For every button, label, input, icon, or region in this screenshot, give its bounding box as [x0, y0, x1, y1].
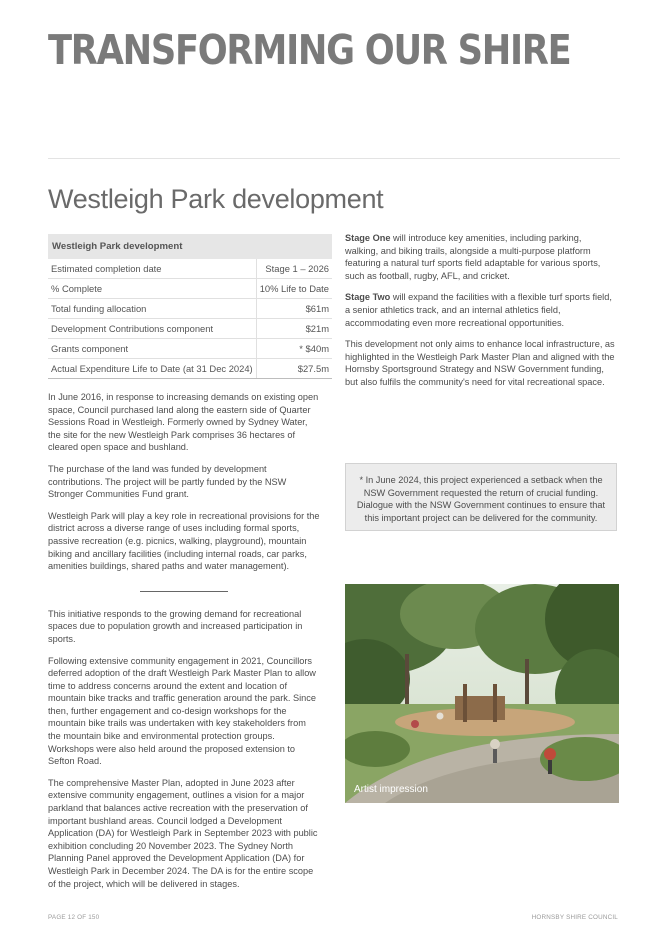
body-paragraph: Following extensive community engagement in 2021, Councillors deferred adoption of the draft Westleigh Park Master Plan to allow time to address concerns around the extent and location of mountain bike tracks and traffic generation around the park. Since then, further engagement and co-design workshops for the mountain bike trails was undertaken with key stakeholders from the mountain bike and environmental protection groups. Workshops were also held around the proposed extension to Sefton Road. [48, 655, 316, 767]
funding-note-text: * In June 2024, this project experienced a setback when the NSW Government requested the return of crucial funding. Dialogue with the NSW Government continues to ensure that this important project can be delivered for the community. [356, 475, 606, 523]
section-title: Westleigh Park development [48, 184, 384, 214]
stage-two-paragraph [345, 291, 617, 329]
row-value: 10% Life to Date [256, 279, 332, 299]
row-label: % Complete [48, 279, 256, 299]
body-paragraph: This development not only aims to enhance local infrastructure, as highlighted in the Westleigh Park Master Plan and aligned with the Hornsby Sportsground Strategy and NSW Government funding, but also fulfils the community's need for vital recreational space. [345, 339, 615, 387]
park-illustration [345, 584, 619, 803]
row-value: $61m [256, 299, 332, 319]
artist-impression-image [345, 584, 619, 803]
table-row [48, 279, 332, 299]
body-paragraph: Westleigh Park will play a key role in recreational provisions for the district across a diverse range of uses including formal sports, passive recreation (e.g. picnics, walking, playground), mountain biking and ancillary facilities (including internal roads, car parks, amenities buildings, shared paths and water management). [48, 510, 320, 572]
footer-organisation: HORNSBY SHIRE COUNCIL [531, 914, 618, 921]
funding-note-box [345, 463, 617, 531]
body-paragraph: In June 2016, in response to increasing demands on existing open space, Council purchased land along the eastern side of Quarter Sessions Road in Westleigh. Formerly owned by Sydney Water, the site for the new Westleigh Park comprises 36 hectares of cleared open space and bushland. [48, 392, 319, 453]
row-value: $21m [256, 319, 332, 339]
row-label: Total funding allocation [48, 299, 256, 319]
row-label: Estimated completion date [48, 259, 256, 279]
stage-two-label: Stage Two [345, 292, 391, 303]
row-label: Grants component [48, 339, 256, 359]
row-value: * $40m [256, 339, 332, 359]
stage-two-text: will expand the facilities with a flexible turf sports field, a senior athletics track, and an internal athletics field, accommodating even more recreational opportunities. [345, 292, 612, 328]
table-row [48, 259, 332, 279]
table-row [48, 359, 332, 379]
header-divider [48, 158, 620, 159]
row-value: Stage 1 – 2026 [256, 259, 332, 279]
row-label: Development Contributions component [48, 319, 256, 339]
table-row [48, 299, 332, 319]
stage-one-paragraph [345, 232, 617, 282]
section-divider [140, 591, 228, 592]
table-row [48, 339, 332, 359]
footer-page-number: PAGE 12 OF 150 [48, 914, 100, 921]
body-paragraph: The purchase of the land was funded by development contributions. The project will be partly funded by the NSW Stronger Communities Fund grant. [48, 463, 287, 500]
row-label: Actual Expenditure Life to Date (at 31 Dec 2024) [48, 359, 256, 379]
page-header-title: TRANSFORMING OUR SHIRE [48, 26, 571, 74]
body-paragraph: The comprehensive Master Plan, adopted in June 2023 after extensive community engagement, outlines a vision for a major parkland that balances active recreation with the preservation of important bushland areas. Council lodged a Development Application (DA) for Westleigh Park in September 2023 with public exhibition concluding 20 November 2023. The Sydney North Planning Panel approved the Development Application (DA) for Westleigh Park in December 2024. The DA is for the entire scope of the project, which will be delivered in stages. [48, 777, 318, 889]
left-column [48, 234, 330, 899]
stage-one-text: will introduce key amenities, including parking, walking, and biking trails, alongside a multi-purpose platform featuring a natural turf sports field adaptable for various sports, such as football, rugby, AFL, and cricket. [345, 233, 601, 281]
image-caption: Artist impression [354, 784, 428, 795]
body-paragraph: This initiative responds to the growing demand for recreational spaces due to population growth and increased participation in sports. [48, 608, 303, 644]
project-info-table [48, 234, 332, 379]
stage-one-label: Stage One [345, 233, 391, 243]
row-value: $27.5m [256, 359, 332, 379]
table-heading: Westleigh Park development [48, 234, 332, 259]
right-column [345, 232, 617, 398]
table-row [48, 319, 332, 339]
